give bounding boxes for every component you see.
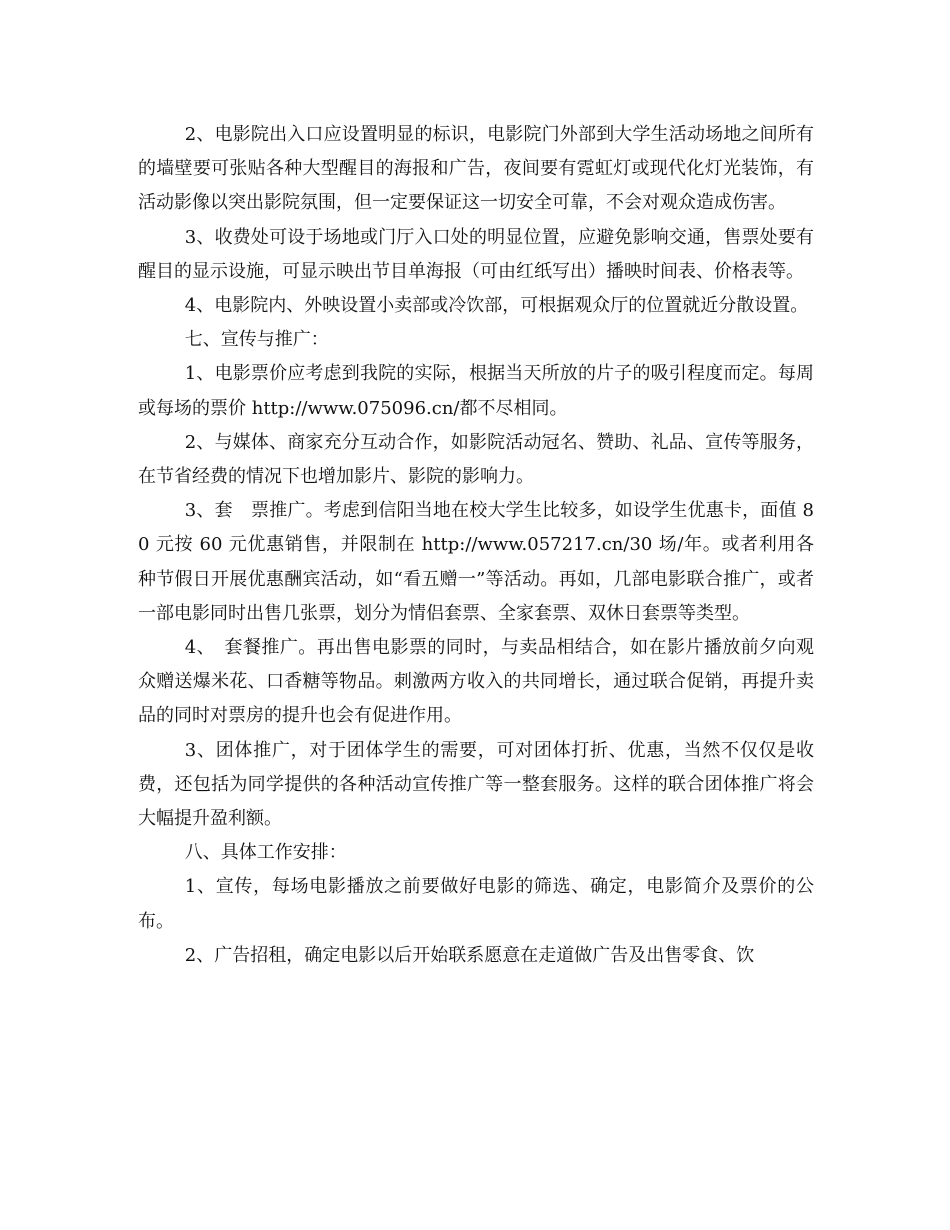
paragraph-ticket-price: 1、电影票价应考虑到我院的实际，根据当天所放的片子的吸引程度而定。每周或每场的票价 http://www.075096.cn/都不尽相同。 — [138, 363, 814, 419]
document-body — [138, 118, 814, 973]
paragraph-package-tickets: 3、套 票推广。考虑到信阳当地在校大学生比较多，如设学生优惠卡，面值 80 元按 60 元优惠销售，并限制在 http://www.057217.cn/30 场/年。或者利用各种节假日开展优惠酬宾活动，如“看五赠一”等活动。再如，几部电影联合推广，或者一部电影同时出售几张票，划分为情侣套票、全家套票、双休日套票等类型。 — [138, 500, 814, 624]
paragraph-publicity: 1、宣传，每场电影播放之前要做好电影的筛选、确定，电影简介及票价的公布。 — [138, 876, 814, 932]
section-heading-work-plan: 八、具体工作安排： — [184, 842, 347, 864]
section-heading-promotion: 七、宣传与推广： — [184, 329, 329, 351]
paragraph-snack-bar: 4、电影院内、外映设置小卖部或冷饮部，可根据观众厅的位置就近分散设置。 — [184, 295, 809, 317]
paragraph-advertising: 2、广告招租，确定电影以后开始联系愿意在走道做广告及出售零食、饮 — [184, 944, 755, 966]
paragraph-media-cooperation: 2、与媒体、商家充分互动合作，如影院活动冠名、赞助、礼品、宣传等服务，在节省经费的情况下也增加影片、影院的影响力。 — [138, 431, 814, 488]
paragraph-combo-promotion: 4、 套餐推广。再出售电影票的同时，与卖品相结合，如在影片播放前夕向观众赠送爆米花、口香糖等物品。刺激两方收入的共同增长，通过联合促销，再提升卖品的同时对票房的提升也会有促进作用。 — [138, 637, 814, 727]
paragraph-group-promotion: 3、团体推广，对于团体学生的需要，可对团体打折、优惠，当然不仅仅是收费，还包括为同学提供的各种活动宣传推广等一整套服务。这样的联合团体推广将会大幅提升盈利额。 — [138, 739, 814, 830]
paragraph-ticket-office: 3、收费处可设于场地或门厅入口处的明显位置，应避免影响交通，售票处要有醒目的显示设施，可显示映出节目单海报（可由红纸写出）播映时间表、价格表等。 — [138, 226, 814, 282]
paragraph-exit-signage: 2、电影院出入口应设置明显的标识，电影院门外部到大学生活动场地之间所有的墙壁要可张贴各种大型醒目的海报和广告，夜间要有霓虹灯或现代化灯光装饰，有活动影像以突出影院氛围，但一定要保证这一切安全可靠，不会对观众造成伤害。 — [138, 124, 814, 214]
